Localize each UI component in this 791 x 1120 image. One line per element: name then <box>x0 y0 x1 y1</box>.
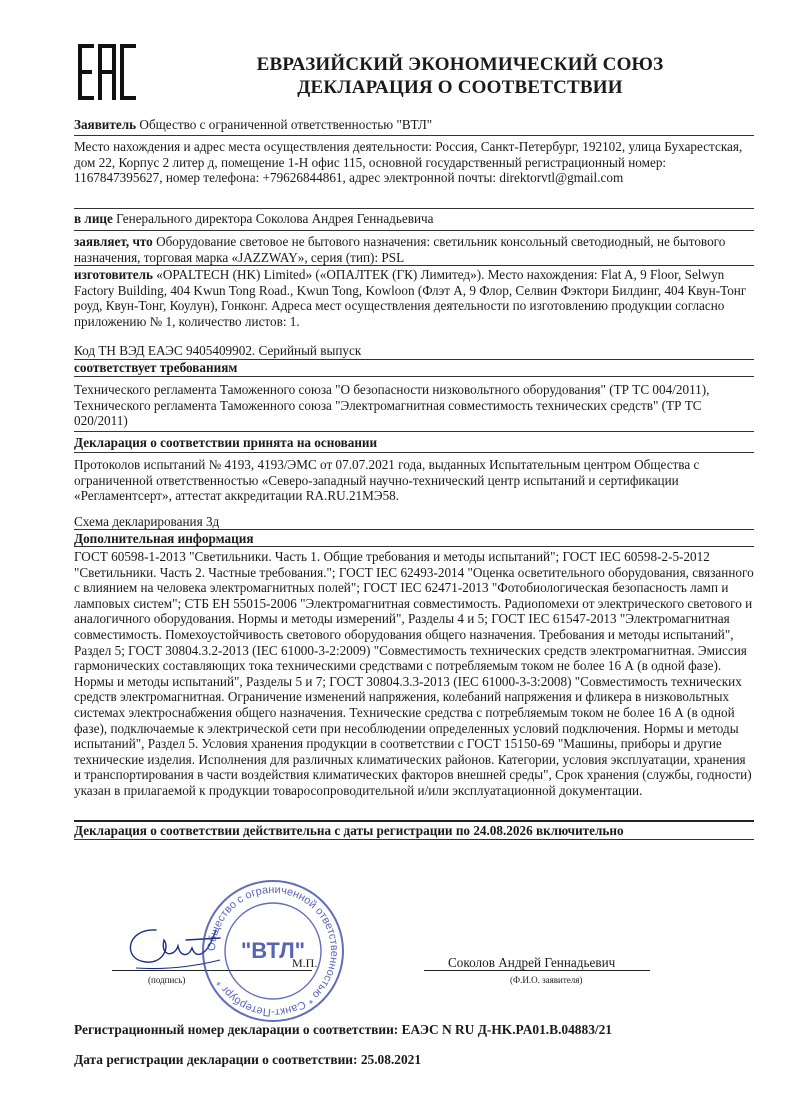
stamp-place-label: М.П. <box>292 956 318 970</box>
additional-info-body: ГОСТ 60598-1-2013 "Светильники. Часть 1. Общие требования и методы испытаний"; ГОСТ IEC 60598-2-5-2012 "Светильники. Часть 2. Частные требования."; ГОСТ IEC 62493-2014 "Оценка осветительного оборудования, связанного с влиянием на человека электромагнитных полей"; ГОСТ IEC 62471-2013 "Фотобиологическая безопасность ламп и ламповых систем"; СТБ ЕН 55015-2006 "Электромагнитная совместимость. Радиопомехи от электрического светового и аналогичного оборудования. Нормы и методы измерений", Разделы 4 и 5; ГОСТ IEC 61547-2013 "Электромагнитная совместимость. Помехоустойчивость светового оборудования общего назначения. Требования и методы испытаний", Раздел 5; ГОСТ 30804.3.2-2013 (IEC 61000-3-2:2009) "Совместимость технических средств электромагнитная. Эмиссия гармонических составляющих тока техническими средствами с потребляемым током не более 16 А (в одной фазе). Нормы и методы испытаний", Разделы 5 и 7; ГОСТ 30804.3.3-2013 (IEC 61000-3-3:2008) "Совместимость технических средств электромагнитная. Ограничение изменений напряжения, колебаний напряжения и фликера в низковольтных системах электроснабжения общего назначения. Технические средства с потребляемым током не более 16 А (в одной фазе), подключаемые к электрической сети при несоблюдении определенных условий подключения. Нормы и методы испытаний", Раздел 5. Условия хранения продукции в соответствии с ГОСТ 15150-69 "Машины, приборы и другие технические изделия. Исполнения для различных климатических районов. Категории, условия эксплуатации, хранения и транспортирования в части воздействия климатических факторов внешней среды", Срок хранения (службы, годности) указан в прилагаемой к продукции товаросопроводительной и/или эксплуатационной документации. <box>74 549 754 798</box>
eac-logo <box>76 40 138 104</box>
hs-code-text: Код ТН ВЭД ЕАЭС 9405409902. Серийный выпуск <box>74 343 362 358</box>
applicant-value: Общество с ограниченной ответственностью "ВТЛ" <box>139 117 433 132</box>
divider <box>74 546 754 547</box>
svg-text:Общество с ограниченной ответс: Общество с ограниченной ответственностью * Санкт-Петербург * <box>205 883 341 1019</box>
address-text: Место нахождения и адрес места осуществления деятельности: Россия, Санкт-Петербург, 192102, улица Бухарестская, дом 22, Корпус 2 литер д, помещение 1-Н офис 115, основной государственный регистрационный номер: 1167847395627, номер телефона: +79626844861, адрес электронной почты: direktorvtl@gmail.com <box>74 139 743 186</box>
manufacturer-value: «OPALTECH (HK) Limited» («ОПАЛТЕК (ГК) Лимитед»). Место нахождения: Flat A, 9 Floor, Selwyn Factory Building, 404 Kwun Tong Road., Kwun Tong, Kowloon (Флэт А, 9 Флор, Селвин Фэктори Билдинг, 404 Квун-Тонг роуд, Квун-Тонг, Коулун), Гонконг. Адреса мест осуществления деятельности по изготовлению продукции согласно приложению № 1, количество листов: 1. <box>74 267 747 329</box>
manufacturer-label: изготовитель <box>74 267 153 282</box>
additional-info-heading: Дополнительная информация <box>74 531 254 546</box>
divider <box>74 820 754 822</box>
basis-body: Протоколов испытаний № 4193, 4193/ЭМС от 07.07.2021 года, выданных Испытательным центром Общества с ограниченной ответственностью «Северо-западный научно-технический центр испытаний и сертификации «Регламентсерт», аттестат аккредитации RA.RU.21МЭ58. <box>74 457 700 504</box>
divider <box>74 839 754 840</box>
divider <box>74 208 754 209</box>
divider <box>74 529 754 530</box>
applicant-row <box>74 117 754 133</box>
registration-number: Регистрационный номер декларации о соответствии: ЕАЭС N RU Д-HK.PA01.B.04883/21 <box>74 1022 613 1037</box>
title-line-2: ДЕКЛАРАЦИЯ О СООТВЕТСТВИИ <box>297 77 623 98</box>
basis-heading: Декларация о соответствии принята на основании <box>74 435 378 450</box>
conforms-body: Технического регламента Таможенного союза "О безопасности низковольтного оборудования" (ТР ТС 004/2011), Технического регламента Таможенного союза "Электромагнитная совместимость технических средств" (ТР ТС 020/2011) <box>74 382 710 429</box>
divider <box>74 135 754 136</box>
fio-caption: (Ф.И.О. заявителя) <box>510 975 583 985</box>
validity-text: Декларация о соответствии действительна с даты регистрации по 24.08.2026 включительно <box>74 823 624 838</box>
company-stamp <box>198 876 348 1026</box>
declares-row <box>74 234 754 265</box>
divider <box>74 230 754 231</box>
manufacturer-row <box>74 267 754 329</box>
representative-value: Генерального директора Соколова Андрея Геннадьевича <box>116 211 434 226</box>
stamp-center-text: "ВТЛ" <box>240 938 306 963</box>
declares-value: Оборудование световое не бытового назначения: светильник консольный светодиодный, не бытового назначения, торговая марка «JAZZWAY», серия (тип): PSL <box>74 234 726 265</box>
title-line-1: ЕВРАЗИЙСКИЙ ЭКОНОМИЧЕСКИЙ СОЮЗ <box>256 54 664 75</box>
conforms-heading: соответствует требованиям <box>74 360 238 375</box>
divider <box>74 452 754 453</box>
divider <box>74 376 754 377</box>
signature-caption: (подпись) <box>148 975 186 985</box>
signer-name: Соколов Андрей Геннадьевич <box>448 955 616 970</box>
document-title <box>150 53 770 99</box>
registration-date: Дата регистрации декларации о соответствии: 25.08.2021 <box>74 1052 422 1067</box>
divider <box>74 265 754 266</box>
representative-label: в лице <box>74 211 113 226</box>
divider <box>74 431 754 432</box>
scheme-text: Схема декларирования 3д <box>74 514 220 529</box>
representative-row <box>74 211 754 227</box>
applicant-label: Заявитель <box>74 117 137 132</box>
declares-label: заявляет, что <box>74 234 153 249</box>
